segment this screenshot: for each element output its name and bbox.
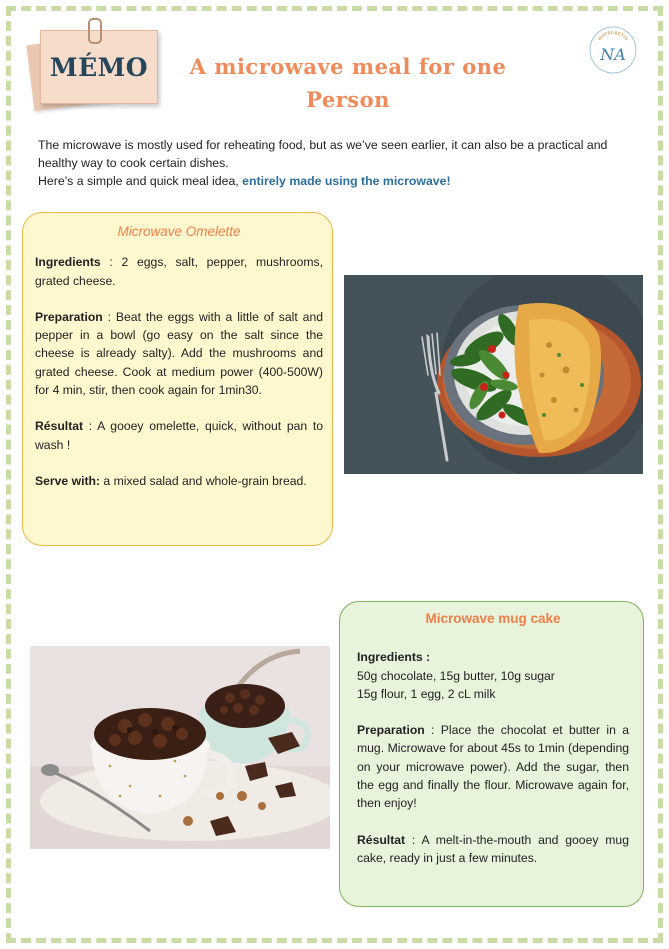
mug-cake-recipe-card: [339, 601, 644, 907]
mug-ingredients-line-1: 50g chocolate, 15g butter, 10g sugar: [357, 668, 555, 683]
intro-text: [38, 136, 648, 190]
title-line-2: Person: [306, 87, 390, 112]
preparation-label: Preparation: [35, 309, 103, 324]
omelette-result: [35, 417, 323, 454]
mug-ingredients-line-2: 15g flour, 1 egg, 2 cL milk: [357, 686, 496, 701]
omelette-title: Microwave Omelette: [117, 224, 241, 239]
omelette-recipe-card: [22, 212, 333, 546]
mug-preparation-text: : Place the chocolat et butter in a mug. Microwave for about 45s to 1min (depending on your microwave power). Add the sugar, then the egg and finally the flour. Microwave again for, then enjoy!: [357, 723, 629, 811]
mug-result-label: Résultat: [357, 832, 406, 847]
mug-cake-photo: [30, 646, 330, 849]
omelette-photo: [344, 275, 643, 474]
omelette-ingredients: [35, 253, 323, 290]
page-title: [168, 50, 528, 116]
intro-line-2: [38, 172, 648, 190]
intro-highlight: entirely made using the microwave!: [242, 174, 451, 188]
logo-monogram: NA: [600, 45, 626, 64]
mug-cake-title: Microwave mug cake: [425, 611, 561, 626]
mug-cake-ingredients: [357, 648, 629, 703]
serve-label: Serve with:: [35, 473, 101, 488]
serve-text: a mixed salad and whole-grain bread.: [100, 473, 307, 488]
mug-ingredients-label: Ingredients :: [357, 650, 431, 665]
mug-cake-preparation: [357, 721, 629, 812]
title-line-1: A microwave meal for one: [189, 54, 507, 79]
memo-label: MÉMO: [49, 52, 149, 82]
mug-result-text: : A melt-in-the-mouth and gooey mug cake, ready in just a few minutes.: [357, 832, 629, 865]
preparation-text: : Beat the eggs with a little of salt and pepper in a bowl (go easy on the salt since the cheese is already salty). Add the mushrooms and grated cheese. Cook at medium power (400-500W) for 4 min, stir, then cook again for 1min30.: [35, 309, 323, 398]
omelette-preparation: [35, 308, 323, 399]
result-label: Résultat: [35, 419, 84, 434]
ingredients-label: Ingredients: [35, 255, 101, 270]
paperclip-icon: [88, 18, 102, 44]
result-text: : A gooey omelette, quick, without pan to wash !: [35, 419, 323, 452]
omelette-serve: [35, 472, 323, 490]
mug-preparation-label: Preparation: [357, 723, 425, 738]
ingredients-text: : 2 eggs, salt, pepper, mushrooms, grated cheese.: [35, 255, 323, 288]
intro-line-1: The microwave is mostly used for reheating food, but as we’ve seen earlier, it can also be a practical and healthy way to cook certain dishes.: [38, 138, 608, 170]
intro-prefix: Here’s a simple and quick meal idea,: [38, 174, 243, 188]
nutri-activ-logo: [588, 25, 638, 75]
mug-cake-result: [357, 831, 629, 868]
logo-text: NUTRI-ACTIV: [596, 29, 630, 42]
